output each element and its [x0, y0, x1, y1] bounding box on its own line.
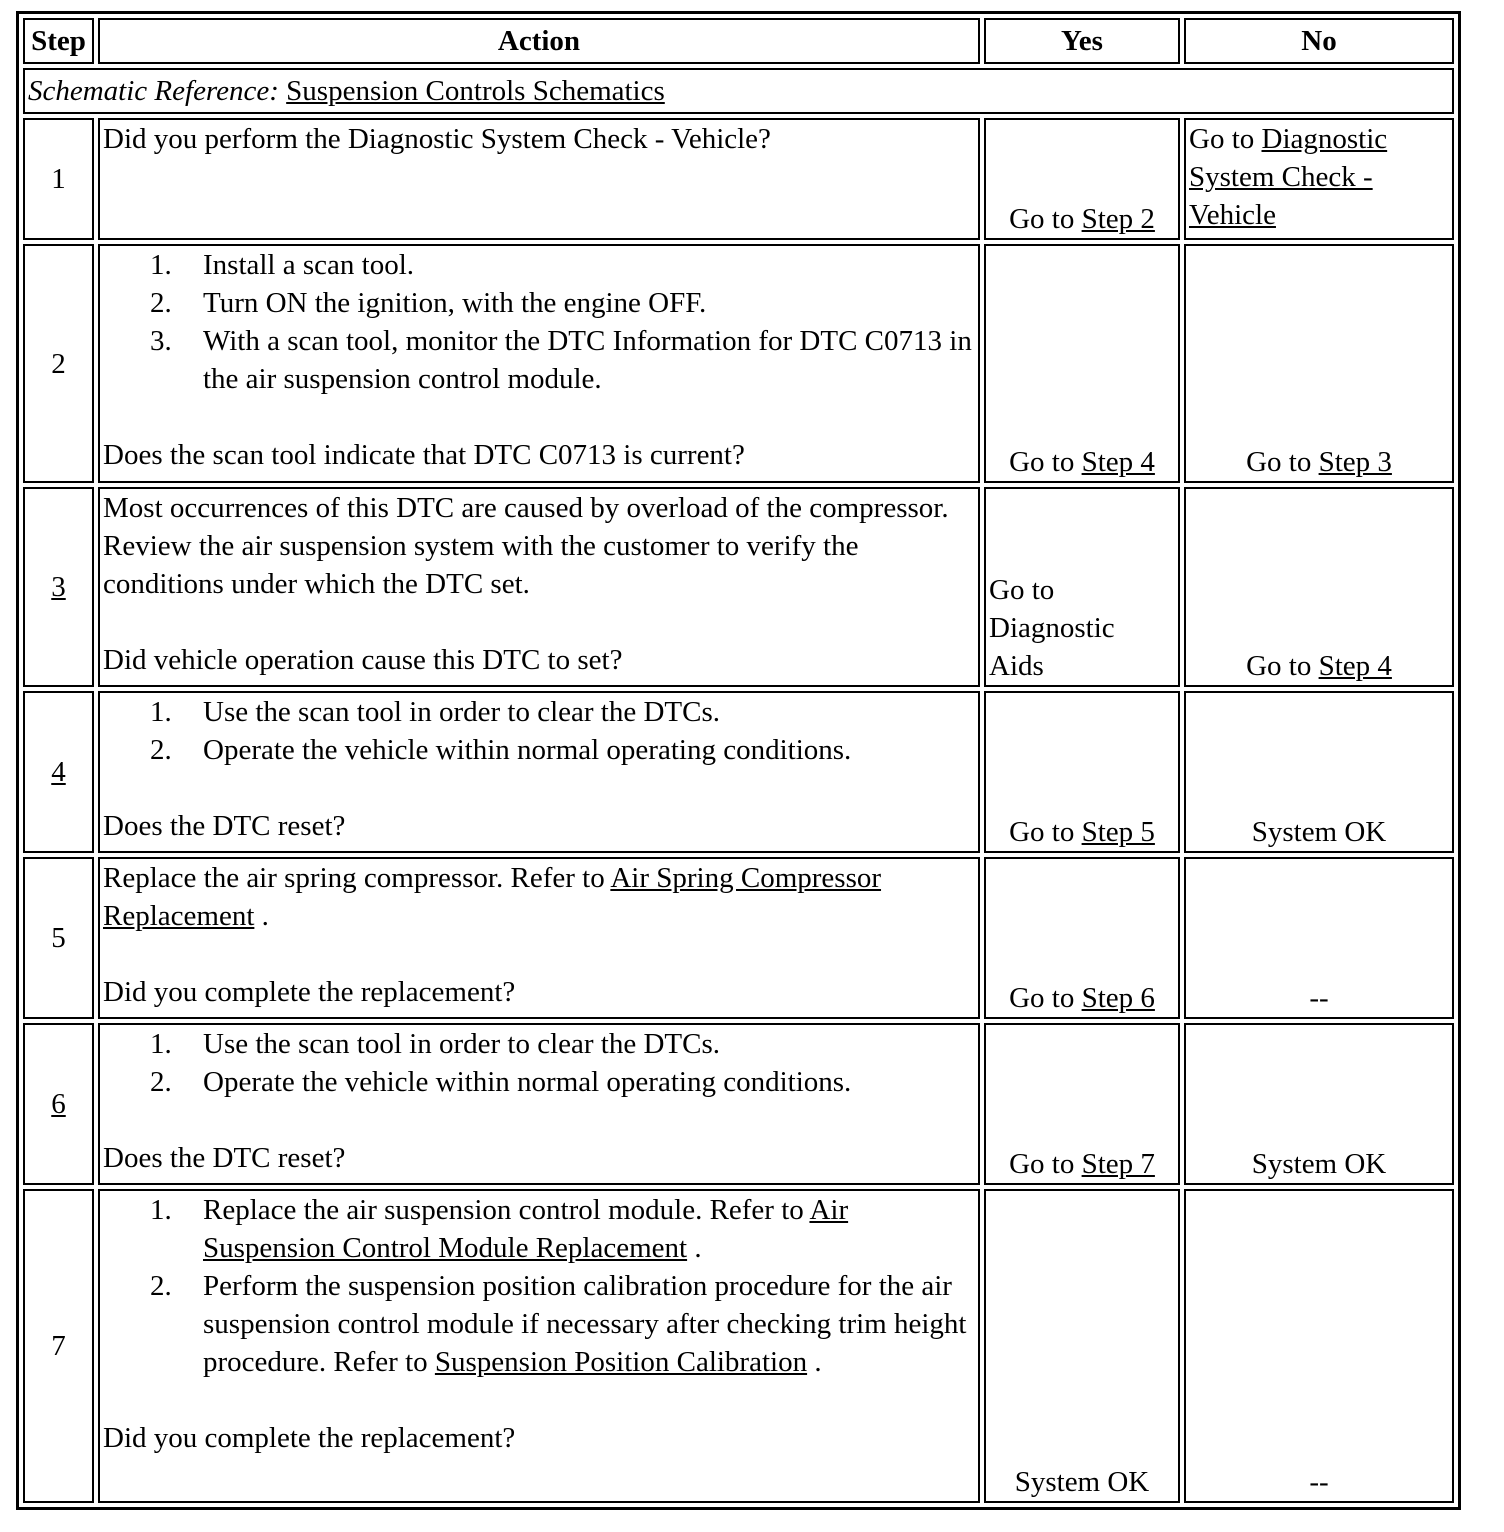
- action-cell: [98, 1189, 980, 1503]
- action-text: Replace the air spring compressor. Refer to Air Spring Compressor Replacement .: [103, 862, 882, 932]
- list-item: 2. Perform the suspension position calibration procedure for the air suspension control module if necessary after checking trim height procedure. Refer to Suspension Position Calibration .: [150, 1270, 967, 1378]
- yes-cell: [984, 857, 1180, 1019]
- no-cell: System OK: [1184, 691, 1454, 853]
- module-replacement-link[interactable]: Air Suspension Control Module Replacement: [203, 1194, 849, 1264]
- step-number: 5: [23, 857, 94, 1019]
- action-list: [103, 246, 975, 398]
- step-link[interactable]: 6: [51, 1088, 66, 1120]
- no-prefix: Go to: [1189, 123, 1262, 155]
- step-link[interactable]: 4: [51, 756, 66, 788]
- step-number: 7: [23, 1189, 94, 1503]
- header-row: [23, 18, 1454, 64]
- step-number: [23, 1023, 94, 1185]
- yes-link[interactable]: Step 5: [1081, 816, 1155, 848]
- no-cell: [1184, 118, 1454, 240]
- yes-prefix: Go to: [1009, 816, 1082, 848]
- yes-cell: [984, 691, 1180, 853]
- action-list: [103, 1191, 975, 1381]
- yes-cell: [984, 244, 1180, 483]
- action-question: Does the scan tool indicate that DTC C0713 is current?: [103, 439, 745, 471]
- yes-link[interactable]: Step 7: [1081, 1148, 1155, 1180]
- action-question: Does the DTC reset?: [103, 810, 346, 842]
- step-number: 1: [23, 118, 94, 240]
- list-item: 2. Turn ON the ignition, with the engine OFF.: [150, 287, 707, 319]
- list-item: 1. Install a scan tool.: [150, 249, 415, 281]
- action-cell: [98, 244, 980, 483]
- no-link[interactable]: Step 3: [1318, 446, 1392, 478]
- yes-cell: [984, 1023, 1180, 1185]
- action-text: Did you perform the Diagnostic System Check - Vehicle?: [103, 123, 771, 155]
- action-list: [103, 693, 975, 769]
- step-number: [23, 691, 94, 853]
- header-no: No: [1184, 18, 1454, 64]
- yes-prefix: Go to: [1009, 446, 1082, 478]
- action-cell: [98, 487, 980, 687]
- no-cell: --: [1184, 1189, 1454, 1503]
- table-row: [23, 487, 1454, 687]
- diagnostic-table: [16, 11, 1461, 1510]
- list-item: 1. Replace the air suspension control module. Refer to Air Suspension Control Module Replacement .: [150, 1194, 849, 1264]
- yes-prefix: Go to: [1009, 203, 1082, 235]
- list-item: 1. Use the scan tool in order to clear the DTCs.: [150, 696, 721, 728]
- no-cell: System OK: [1184, 1023, 1454, 1185]
- schematic-reference-row: [23, 68, 1454, 114]
- table-row: [23, 1023, 1454, 1185]
- yes-link[interactable]: Step 2: [1081, 203, 1155, 235]
- list-item: 1. Use the scan tool in order to clear the DTCs.: [150, 1028, 721, 1060]
- action-list: [103, 1025, 975, 1101]
- step-number: 2: [23, 244, 94, 483]
- header-yes: Yes: [984, 18, 1180, 64]
- step-link[interactable]: 3: [51, 571, 66, 603]
- action-cell: [98, 691, 980, 853]
- action-question: Did you complete the replacement?: [103, 1422, 516, 1454]
- table-row: [23, 118, 1454, 240]
- no-prefix: Go to: [1246, 650, 1319, 682]
- no-link[interactable]: Diagnostic System Check - Vehicle: [1189, 123, 1388, 231]
- action-text: Most occurrences of this DTC are caused by overload of the compressor. Review the air suspension system with the customer to verify the conditions under which the DTC set.: [103, 492, 949, 600]
- table-row: [23, 1189, 1454, 1503]
- action-question: Does the DTC reset?: [103, 1142, 346, 1174]
- action-cell: [98, 118, 980, 240]
- action-question: Did vehicle operation cause this DTC to set?: [103, 644, 623, 676]
- table-row: [23, 857, 1454, 1019]
- yes-link[interactable]: Step 6: [1081, 982, 1155, 1014]
- schematic-reference-link[interactable]: Suspension Controls Schematics: [286, 75, 665, 107]
- step-number: [23, 487, 94, 687]
- list-item: 2. Operate the vehicle within normal operating conditions.: [150, 1066, 852, 1098]
- no-prefix: Go to: [1246, 446, 1319, 478]
- yes-cell: Go to Diagnostic Aids: [984, 487, 1180, 687]
- replacement-link[interactable]: Air Spring Compressor Replacement: [103, 862, 882, 932]
- yes-prefix: Go to: [1009, 982, 1082, 1014]
- list-item: 2. Operate the vehicle within normal operating conditions.: [150, 734, 852, 766]
- action-cell: [98, 1023, 980, 1185]
- schematic-reference-label: Schematic Reference:: [28, 75, 279, 107]
- action-question: Did you complete the replacement?: [103, 976, 516, 1008]
- yes-link[interactable]: Step 4: [1081, 446, 1155, 478]
- no-cell: [1184, 244, 1454, 483]
- no-cell: [1184, 487, 1454, 687]
- yes-cell: System OK: [984, 1189, 1180, 1503]
- table-row: [23, 691, 1454, 853]
- action-cell: [98, 857, 980, 1019]
- no-cell: --: [1184, 857, 1454, 1019]
- yes-prefix: Go to: [1009, 1148, 1082, 1180]
- calibration-link[interactable]: Suspension Position Calibration: [434, 1346, 808, 1378]
- header-step: Step: [23, 18, 94, 64]
- yes-cell: [984, 118, 1180, 240]
- table-row: [23, 244, 1454, 483]
- list-item: 3. With a scan tool, monitor the DTC Information for DTC C0713 in the air suspension control module.: [150, 325, 972, 395]
- header-action: Action: [98, 18, 980, 64]
- schematic-reference-cell: [23, 68, 1454, 114]
- no-link[interactable]: Step 4: [1318, 650, 1392, 682]
